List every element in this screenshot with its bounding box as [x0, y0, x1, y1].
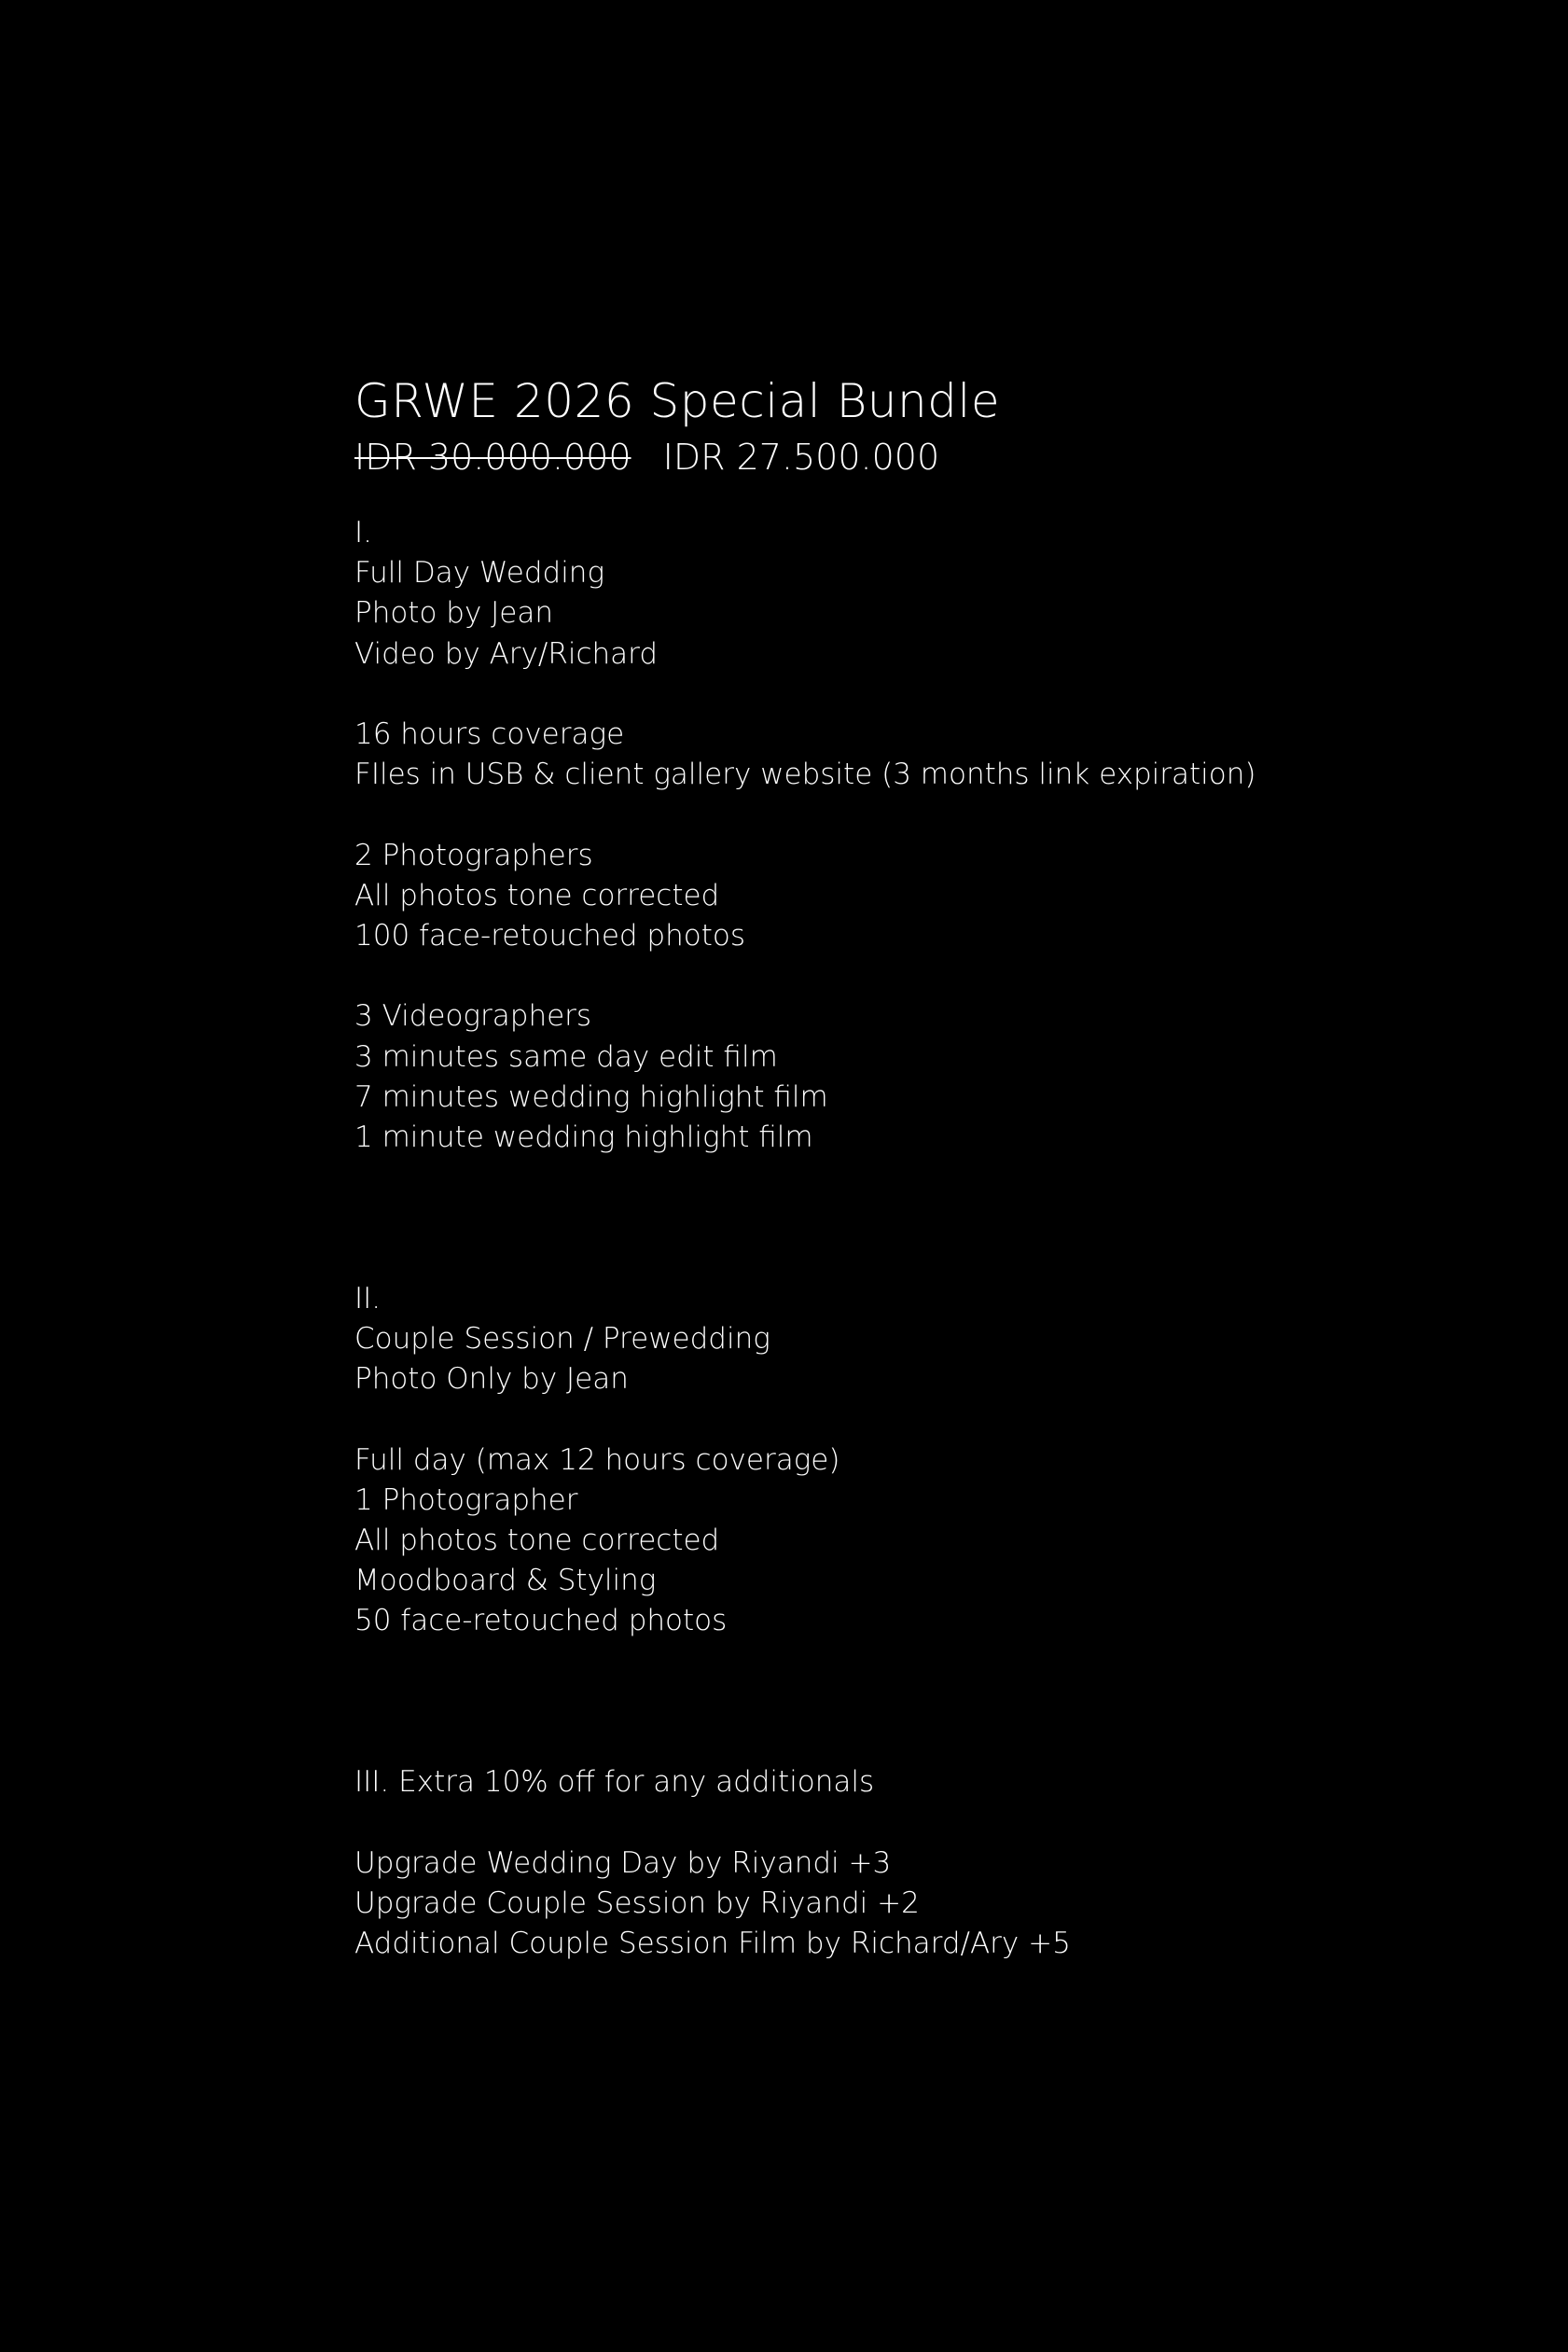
same-day-edit-item: 3 minutes same day edit film	[354, 1039, 778, 1074]
page-title: GRWE 2026 Special Bundle	[354, 374, 1001, 428]
upgrade-wedding-item: Upgrade Wedding Day by Riyandi +3	[354, 1845, 892, 1880]
spacer	[354, 795, 1520, 835]
bundle-document	[354, 373, 1520, 1964]
spacer	[354, 1399, 1520, 1440]
retouched-item: 50 face-retouched photos	[354, 1604, 728, 1638]
video-credit: Video by Ary/Richard	[354, 636, 659, 671]
additional-film-item: Additional Couple Session Film by Richard/Ary +5	[354, 1927, 1071, 1960]
tone-item: All photos tone corrected	[354, 878, 720, 912]
highlight-1-item: 1 minute wedding highlight film	[354, 1120, 813, 1154]
section-name: Couple Session / Prewedding	[354, 1322, 770, 1356]
upgrade-couple-item: Upgrade Couple Session by Riyandi +2	[354, 1886, 920, 1920]
discounted-price: IDR 27.500.000	[662, 437, 940, 478]
retouched-item: 100 face-retouched photos	[354, 919, 745, 953]
section-couple-session	[354, 1279, 1520, 1642]
section-heading: III. Extra 10% off for any additionals	[354, 1765, 875, 1800]
tone-item: All photos tone corrected	[354, 1524, 720, 1557]
original-price: IDR 30.000.000	[354, 437, 631, 478]
section-additionals	[354, 1762, 1520, 1964]
moodboard-item: Moodboard & Styling	[354, 1564, 657, 1598]
photographers-item: 2 Photographers	[354, 838, 593, 872]
section-number: II.	[354, 1281, 382, 1315]
photo-credit: Photo by Jean	[354, 596, 554, 631]
highlight-7-item: 7 minutes wedding highlight film	[354, 1079, 828, 1114]
videographers-item: 3 Videographers	[354, 999, 592, 1034]
section-full-day-wedding	[354, 513, 1520, 1158]
spacer	[354, 956, 1520, 996]
spacer	[354, 675, 1520, 715]
photographer-item: 1 Photographer	[354, 1482, 578, 1517]
spacer	[354, 1802, 1520, 1843]
section-number: I.	[354, 516, 372, 550]
photo-credit: Photo Only by Jean	[354, 1362, 629, 1397]
section-spacer	[354, 1158, 1520, 1279]
coverage-item: Full day (max 12 hours coverage)	[354, 1442, 840, 1477]
price-row	[354, 429, 1520, 485]
files-item: FIles in USB & client gallery website (3 months link expiration)	[354, 758, 1256, 792]
coverage-item: 16 hours coverage	[354, 717, 625, 751]
section-spacer	[354, 1642, 1520, 1763]
section-name: Full Day Wedding	[354, 556, 605, 591]
